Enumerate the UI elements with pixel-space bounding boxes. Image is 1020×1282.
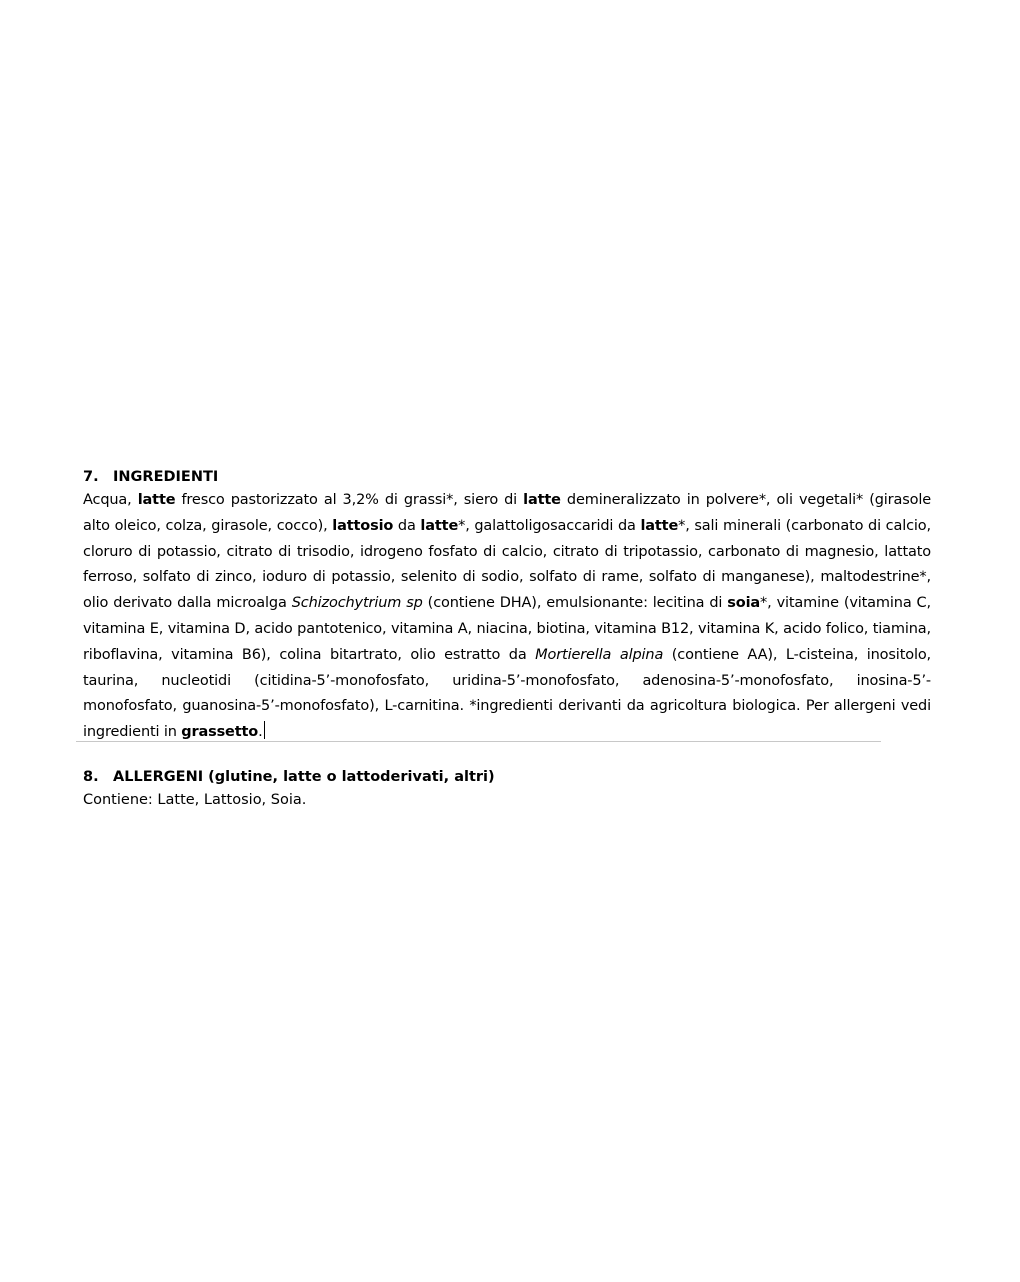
section-heading-allergeni — [83, 766, 931, 788]
text-run: *, sali minerali (carbonato di calcio, cloruro di potassio, citrato di trisodio, idrogeno fosfato di calcio, citrato di tripotassio, carbonato di magnesio, lattato ferroso, solfato di zinco, ioduro di potassio, selenito di sodio, solfato di rame, solfato di manganese), maltodestrine*, olio derivato dalla microalga — [83, 517, 931, 612]
bold-text: grassetto — [181, 724, 259, 741]
bold-text: latte — [640, 517, 679, 534]
allergens-paragraph[interactable]: Contiene: Latte, Lattosio, Soia. — [83, 792, 307, 808]
bold-text: latte — [420, 517, 459, 534]
section-heading-ingredienti — [83, 466, 931, 488]
bold-text: lattosio — [332, 517, 394, 534]
text-run: da — [393, 517, 421, 534]
bold-text: latte — [523, 492, 561, 508]
text-run: demineralizzato in polvere*, oli vegetali* (girasole alto oleico, colza, girasole, cocco), — [83, 492, 931, 534]
section-number: 7. — [83, 469, 99, 485]
text-run: Acqua, — [83, 492, 138, 508]
text-cursor — [264, 721, 265, 739]
ingredients-paragraph[interactable] — [83, 488, 931, 746]
section-number: 8. — [83, 769, 99, 785]
section-title: INGREDIENTI — [113, 469, 219, 485]
section-ingredienti — [83, 466, 931, 746]
section-allergeni — [83, 766, 931, 813]
text-boundary-line — [76, 741, 881, 742]
text-run: *, vitamine (vitamina C, vitamina E, vitamina D, acido pantotenico, vitamina A, niacina, biotina, vitamina B12, vitamina K, acido folico, tiamina, riboflavina, vitamina B6), colina bitartrato, olio estratto da — [83, 595, 931, 663]
bold-text: soia — [727, 595, 761, 612]
text-run: . — [258, 724, 263, 741]
text-run: (contiene DHA), emulsionante: lecitina di — [422, 595, 728, 612]
section-title: ALLERGENI (glutine, latte o lattoderivati, altri) — [113, 769, 495, 785]
italic-text: Mortierella alpina — [535, 646, 664, 663]
text-run: fresco pastorizzato al 3,2% di grassi*, siero di — [175, 492, 524, 508]
text-run: *, galattoligosaccaridi da — [458, 517, 641, 534]
italic-text: Schizochytrium sp — [291, 595, 423, 612]
bold-text: latte — [137, 492, 176, 508]
text-run: (contiene AA), L-cisteina, inositolo, taurina, nucleotidi (citidina-5’-monofosfato, uridina-5’-monofosfato, adenosina-5’-monofosfato, inosina-5’-monofosfato, guanosina-5’-monofosfato), L-carnitina. *ingredienti derivanti da agricoltura biologica. Per allergeni vedi ingredienti in — [83, 646, 932, 741]
